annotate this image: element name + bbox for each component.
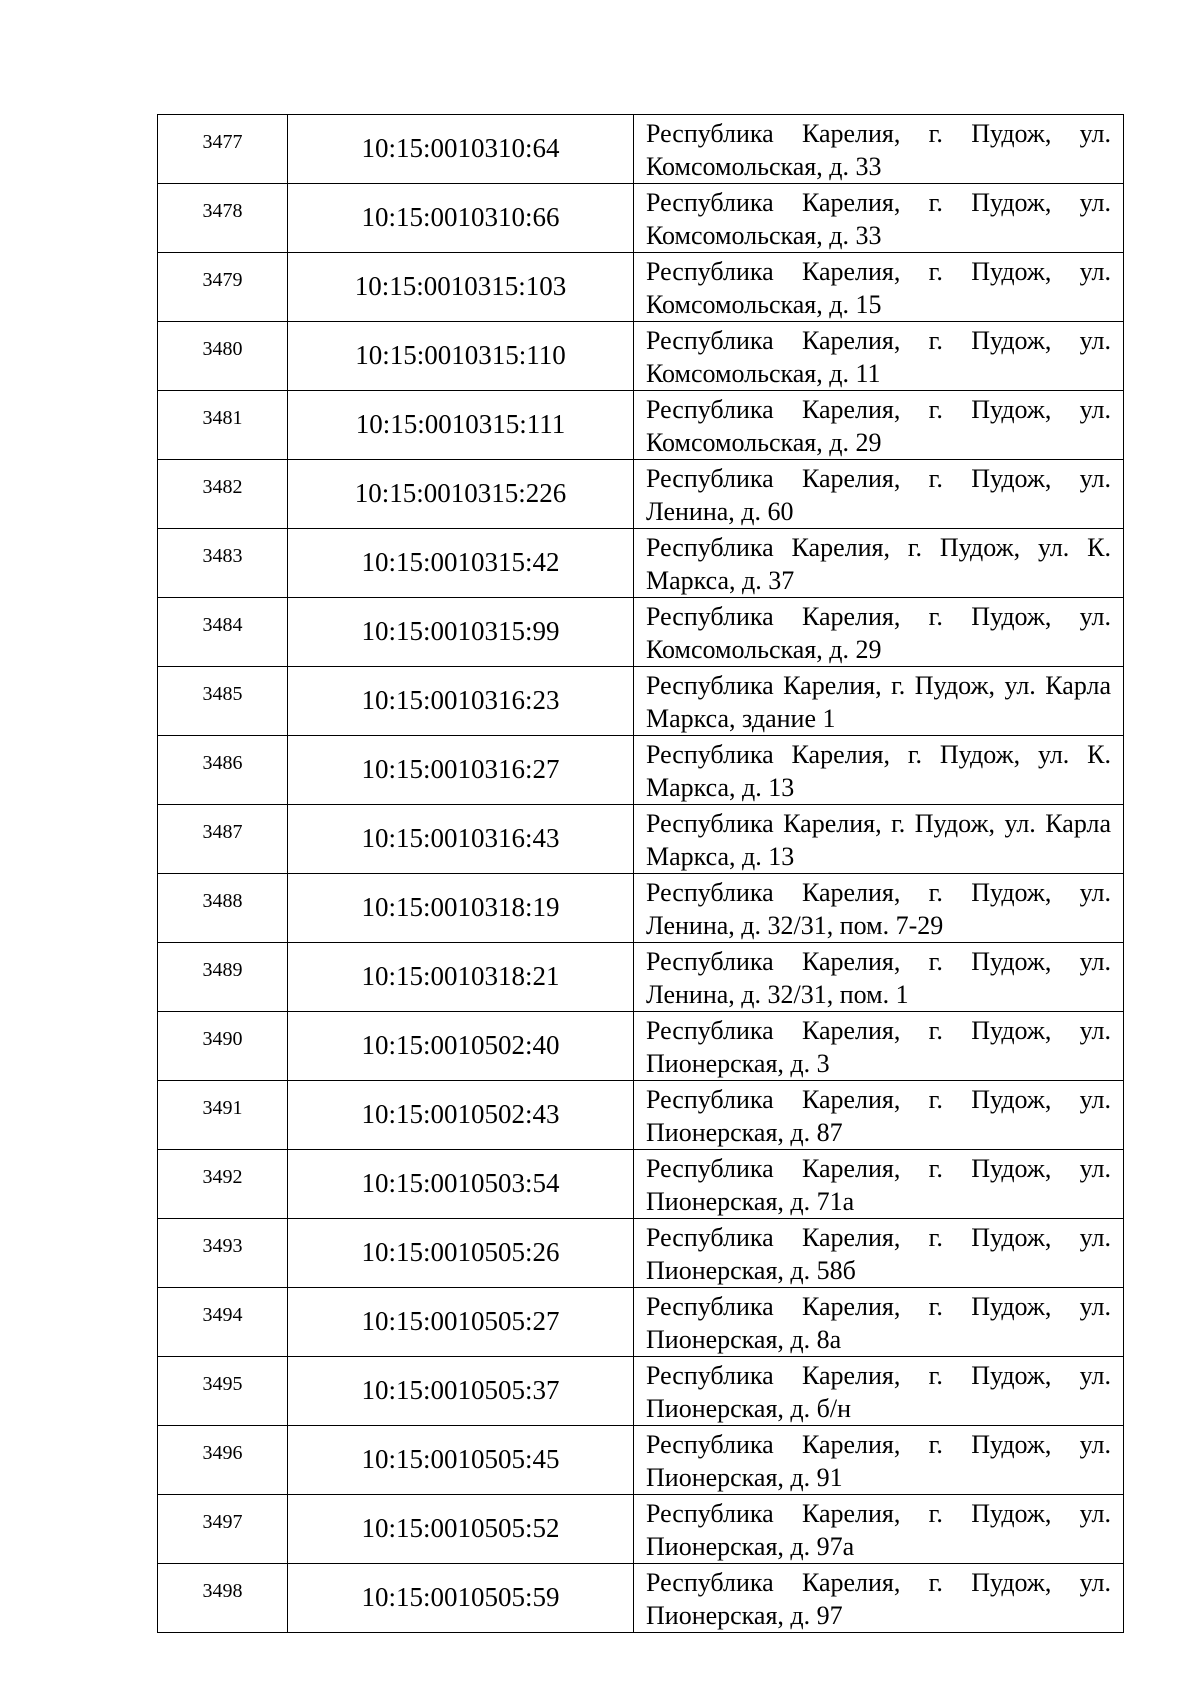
cadastral-number-cell: 10:15:0010315:103 <box>288 253 634 322</box>
row-number-cell: 3493 <box>158 1219 288 1288</box>
table-row <box>158 391 1124 460</box>
cadastral-number-cell: 10:15:0010502:43 <box>288 1081 634 1150</box>
row-number-cell: 3485 <box>158 667 288 736</box>
cadastral-number-cell: 10:15:0010505:27 <box>288 1288 634 1357</box>
address-cell: Республика Карелия, г. Пудож, ул. Ленина, д. 32/31, пом. 7-29 <box>634 874 1124 943</box>
row-number-cell: 3481 <box>158 391 288 460</box>
row-number-cell: 3479 <box>158 253 288 322</box>
address-cell: Республика Карелия, г. Пудож, ул. Комсомольская, д. 11 <box>634 322 1124 391</box>
address-cell: Республика Карелия, г. Пудож, ул. Пионерская, д. 97а <box>634 1495 1124 1564</box>
cadastral-number-cell: 10:15:0010310:66 <box>288 184 634 253</box>
row-number-cell: 3483 <box>158 529 288 598</box>
cadastral-registry-table <box>157 114 1124 1633</box>
table-row <box>158 1564 1124 1633</box>
row-number-cell: 3478 <box>158 184 288 253</box>
cadastral-number-cell: 10:15:0010315:111 <box>288 391 634 460</box>
cadastral-number-cell: 10:15:0010318:21 <box>288 943 634 1012</box>
table-row <box>158 1495 1124 1564</box>
address-cell: Республика Карелия, г. Пудож, ул. Пионерская, д. 58б <box>634 1219 1124 1288</box>
address-cell: Республика Карелия, г. Пудож, ул. Ленина, д. 60 <box>634 460 1124 529</box>
address-cell: Республика Карелия, г. Пудож, ул. Пионерская, д. 91 <box>634 1426 1124 1495</box>
cadastral-number-cell: 10:15:0010505:26 <box>288 1219 634 1288</box>
table-row <box>158 1288 1124 1357</box>
row-number-cell: 3480 <box>158 322 288 391</box>
cadastral-number-cell: 10:15:0010315:42 <box>288 529 634 598</box>
row-number-cell: 3492 <box>158 1150 288 1219</box>
row-number-cell: 3490 <box>158 1012 288 1081</box>
cadastral-number-cell: 10:15:0010318:19 <box>288 874 634 943</box>
table-row <box>158 1081 1124 1150</box>
table-row <box>158 1150 1124 1219</box>
table-row <box>158 115 1124 184</box>
address-cell: Республика Карелия, г. Пудож, ул. Пионерская, д. б/н <box>634 1357 1124 1426</box>
row-number-cell: 3494 <box>158 1288 288 1357</box>
address-cell: Республика Карелия, г. Пудож, ул. Комсомольская, д. 15 <box>634 253 1124 322</box>
address-cell: Республика Карелия, г. Пудож, ул. Карла Маркса, д. 13 <box>634 805 1124 874</box>
table-row <box>158 253 1124 322</box>
table-row <box>158 529 1124 598</box>
row-number-cell: 3482 <box>158 460 288 529</box>
table-row <box>158 322 1124 391</box>
cadastral-number-cell: 10:15:0010316:43 <box>288 805 634 874</box>
table-row <box>158 943 1124 1012</box>
address-cell: Республика Карелия, г. Пудож, ул. Пионерская, д. 87 <box>634 1081 1124 1150</box>
table-row <box>158 805 1124 874</box>
row-number-cell: 3498 <box>158 1564 288 1633</box>
table-row <box>158 736 1124 805</box>
address-cell: Республика Карелия, г. Пудож, ул. Комсомольская, д. 29 <box>634 598 1124 667</box>
cadastral-number-cell: 10:15:0010502:40 <box>288 1012 634 1081</box>
cadastral-number-cell: 10:15:0010505:37 <box>288 1357 634 1426</box>
table-row <box>158 598 1124 667</box>
table-row <box>158 1012 1124 1081</box>
registry-table-body <box>158 115 1124 1633</box>
row-number-cell: 3497 <box>158 1495 288 1564</box>
cadastral-number-cell: 10:15:0010505:52 <box>288 1495 634 1564</box>
address-cell: Республика Карелия, г. Пудож, ул. Ленина, д. 32/31, пом. 1 <box>634 943 1124 1012</box>
address-cell: Республика Карелия, г. Пудож, ул. К. Маркса, д. 13 <box>634 736 1124 805</box>
table-row <box>158 460 1124 529</box>
row-number-cell: 3484 <box>158 598 288 667</box>
address-cell: Республика Карелия, г. Пудож, ул. Комсомольская, д. 33 <box>634 115 1124 184</box>
table-row <box>158 1426 1124 1495</box>
table-row <box>158 1357 1124 1426</box>
table-row <box>158 1219 1124 1288</box>
cadastral-number-cell: 10:15:0010315:99 <box>288 598 634 667</box>
cadastral-number-cell: 10:15:0010316:27 <box>288 736 634 805</box>
row-number-cell: 3491 <box>158 1081 288 1150</box>
address-cell: Республика Карелия, г. Пудож, ул. Пионерская, д. 97 <box>634 1564 1124 1633</box>
row-number-cell: 3488 <box>158 874 288 943</box>
address-cell: Республика Карелия, г. Пудож, ул. Комсомольская, д. 29 <box>634 391 1124 460</box>
cadastral-number-cell: 10:15:0010503:54 <box>288 1150 634 1219</box>
address-cell: Республика Карелия, г. Пудож, ул. Пионерская, д. 8а <box>634 1288 1124 1357</box>
cadastral-number-cell: 10:15:0010310:64 <box>288 115 634 184</box>
row-number-cell: 3495 <box>158 1357 288 1426</box>
row-number-cell: 3496 <box>158 1426 288 1495</box>
address-cell: Республика Карелия, г. Пудож, ул. Комсомольская, д. 33 <box>634 184 1124 253</box>
row-number-cell: 3477 <box>158 115 288 184</box>
address-cell: Республика Карелия, г. Пудож, ул. К. Маркса, д. 37 <box>634 529 1124 598</box>
row-number-cell: 3489 <box>158 943 288 1012</box>
cadastral-number-cell: 10:15:0010505:45 <box>288 1426 634 1495</box>
table-row <box>158 667 1124 736</box>
table-row <box>158 874 1124 943</box>
row-number-cell: 3486 <box>158 736 288 805</box>
cadastral-number-cell: 10:15:0010505:59 <box>288 1564 634 1633</box>
address-cell: Республика Карелия, г. Пудож, ул. Пионерская, д. 3 <box>634 1012 1124 1081</box>
address-cell: Республика Карелия, г. Пудож, ул. Пионерская, д. 71а <box>634 1150 1124 1219</box>
row-number-cell: 3487 <box>158 805 288 874</box>
address-cell: Республика Карелия, г. Пудож, ул. Карла Маркса, здание 1 <box>634 667 1124 736</box>
cadastral-number-cell: 10:15:0010315:110 <box>288 322 634 391</box>
table-row <box>158 184 1124 253</box>
cadastral-number-cell: 10:15:0010316:23 <box>288 667 634 736</box>
cadastral-number-cell: 10:15:0010315:226 <box>288 460 634 529</box>
